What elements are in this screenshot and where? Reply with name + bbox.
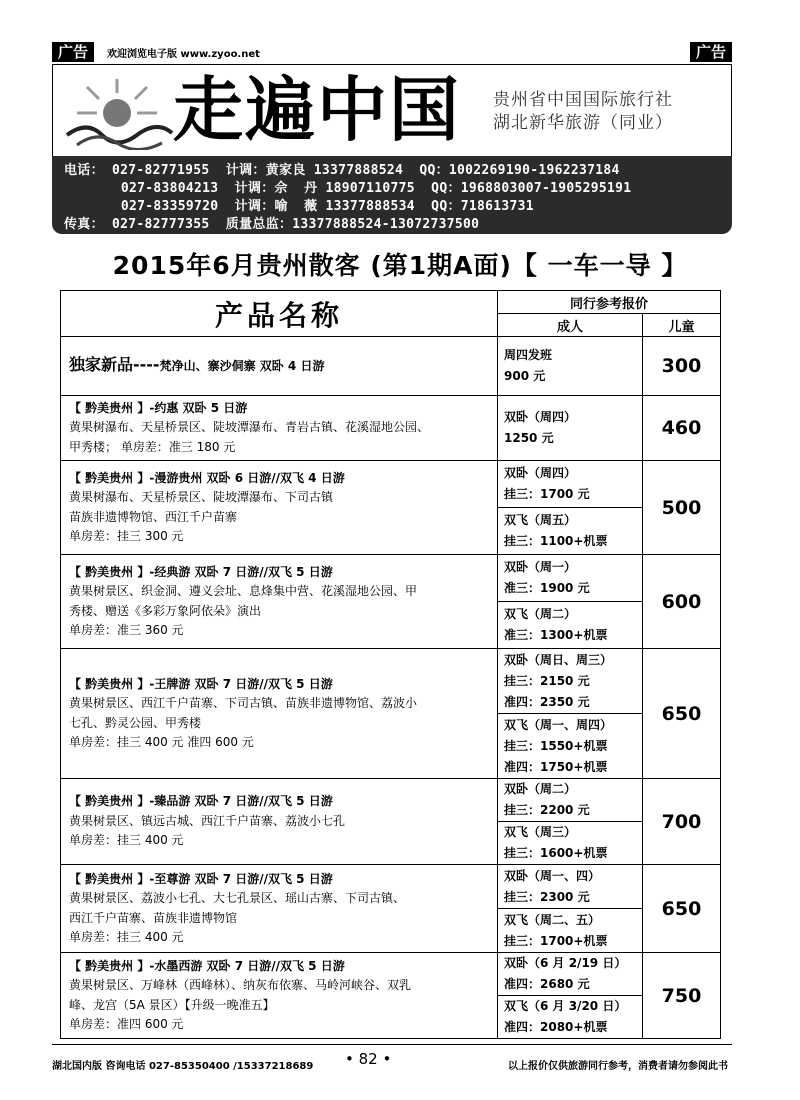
header-adult: 成人 — [498, 314, 643, 337]
child-price: 500 — [643, 461, 721, 555]
adult-price — [498, 714, 643, 779]
product-description — [61, 953, 498, 1039]
price-line: 双飞（周一、周四） — [504, 717, 613, 732]
price-line: 挂三：1700+机票 — [504, 933, 608, 948]
agency-names — [493, 89, 673, 135]
price-line: 挂三：2200 元 — [504, 803, 590, 817]
adult-price — [498, 865, 643, 909]
page-title: 2015年6月贵州散客 (第1期A面)【 一车一导 】 — [112, 251, 688, 280]
product-line: 黄果树瀑布、天星桥景区、陡坡潭瀑布、下司古镇 — [69, 490, 334, 504]
welcome-text: 欢迎浏览电子版 www.zyoo.net — [107, 49, 260, 60]
price-line: 准三：1300+机票 — [504, 628, 608, 642]
adult-price — [498, 953, 643, 996]
price-line: 准四：1750+机票 — [504, 759, 608, 774]
price-line: 双飞（周二） — [504, 607, 577, 621]
child-price: 650 — [643, 649, 721, 779]
price-line: 双卧（周一） — [504, 560, 577, 574]
product-title: 【 黔美贵州 】-漫游贵州 双卧 6 日游//双飞 4 日游 — [69, 470, 345, 485]
footer-contact: 湖北国内版 咨询电话 027-85350400 /15337218689 — [52, 1061, 314, 1072]
price-line: 双卧（周四） — [504, 466, 577, 480]
product-line: 黄果树景区、镇远古城、西江千户苗寨、荔波小七孔 — [69, 813, 346, 828]
header-child: 儿童 — [643, 314, 721, 337]
product-description — [61, 649, 498, 779]
price-line: 双飞（6 月 3/20 日） — [504, 999, 627, 1013]
product-description — [61, 555, 498, 649]
price-line: 挂三：1550+机票 — [504, 738, 608, 753]
product-title: 【 黔美贵州 】-经典游 双卧 7 日游//双飞 5 日游 — [69, 564, 333, 579]
adult-price — [498, 649, 643, 714]
table-row — [61, 396, 721, 461]
price-line: 准四：2080+机票 — [504, 1020, 608, 1034]
price-line: 挂三：1700 元 — [504, 487, 590, 501]
adult-price — [498, 909, 643, 953]
child-price: 650 — [643, 865, 721, 953]
contact-line: 传真： 027-82777355 质量总监：13377888524-13072737500 — [64, 217, 480, 232]
table-row — [61, 555, 721, 602]
table-row — [61, 337, 721, 396]
product-line: 峰、龙宫（5A 景区）【升级一晚准五】 — [69, 997, 275, 1012]
product-line: 甲秀楼； 单房差：准三 180 元 — [69, 439, 236, 454]
table-row — [61, 779, 721, 822]
price-line: 双飞（周五） — [504, 513, 577, 527]
product-line: 单房差：挂三 400 元 — [69, 930, 184, 944]
product-line: 单房差：挂三 400 元 — [69, 833, 184, 848]
child-price: 300 — [643, 337, 721, 396]
contact-line: 电话： 027-82771955 计调：黄家良 13377888524 QQ：1002269190-1962237184 — [64, 163, 620, 178]
product-line: 黄果树景区、织金洞、遵义会址、息烽集中营、花溪湿地公园、甲 — [69, 584, 418, 598]
price-line: 挂三：2300 元 — [504, 889, 590, 904]
product-description — [61, 396, 498, 461]
price-line: 1250 元 — [504, 431, 554, 445]
contact-line: 027-83359720 计调：喻 薇 13377888534 QQ：718613731 — [64, 199, 534, 214]
product-description — [61, 865, 498, 953]
product-title: 【 黔美贵州 】-至尊游 双卧 7 日游//双飞 5 日游 — [69, 871, 333, 886]
header — [52, 64, 732, 157]
product-line: 苗族非遗博物馆、西江千户苗寨 — [69, 509, 238, 524]
child-price: 700 — [643, 779, 721, 865]
child-price: 600 — [643, 555, 721, 649]
page-number: • 82 • — [345, 1050, 392, 1068]
header-product-name: 产品名称 — [61, 291, 498, 337]
footer-disclaimer: 以上报价仅供旅游同行参考，消费者请勿参阅此书 — [508, 1061, 728, 1072]
product-title — [69, 355, 489, 377]
adult-price — [498, 508, 643, 555]
table-row — [61, 865, 721, 909]
price-line: 双飞（周三） — [504, 825, 577, 839]
product-line: 单房差：挂三 400 元 准四 600 元 — [69, 735, 254, 749]
child-price: 750 — [643, 953, 721, 1039]
price-line: 准四：2350 元 — [504, 694, 590, 709]
contact-line: 027-83804213 计调：佘 丹 18907110775 QQ：1968803007-1905295191 — [64, 181, 632, 196]
price-line: 准三：1900 元 — [504, 581, 590, 595]
top-bar — [52, 42, 732, 66]
child-price: 460 — [643, 396, 721, 461]
adult-price — [498, 822, 643, 865]
price-line: 900 元 — [504, 369, 546, 383]
footer-divider — [52, 1044, 732, 1045]
product-line: 黄果树景区、荔波小七孔、大七孔景区、瑶山古寨、下司古镇、 — [69, 891, 406, 905]
product-description — [61, 461, 498, 555]
product-title-rest: 梵净山、寨沙侗寨 双卧 4 日游 — [159, 359, 325, 374]
price-line: 挂三：1100+机票 — [504, 534, 608, 548]
logo-text: 走遍中国 — [173, 68, 461, 151]
adult-price — [498, 396, 643, 461]
product-title-lead: 独家新品---- — [69, 355, 160, 375]
agency-line-2: 湖北新华旅游（同业） — [493, 113, 673, 133]
price-line: 双飞（周二、五） — [504, 912, 601, 927]
product-line: 单房差：准四 600 元 — [69, 1017, 184, 1031]
adult-price — [498, 337, 643, 396]
product-title: 【 黔美贵州 】-王牌游 双卧 7 日游//双飞 5 日游 — [69, 676, 333, 691]
product-line: 单房差：准三 360 元 — [69, 623, 184, 637]
product-title: 【 黔美贵州 】-约惠 双卧 5 日游 — [69, 400, 248, 415]
product-line: 黄果树景区、万峰林（西峰林）、纳灰布依寨、马岭河峡谷、双乳 — [69, 978, 412, 992]
price-line: 双卧（周一、四） — [504, 868, 601, 883]
adult-price — [498, 996, 643, 1039]
adult-price — [498, 461, 643, 508]
ad-tag-right: 广告 — [690, 42, 732, 62]
table-row — [61, 953, 721, 996]
price-line: 准四：2680 元 — [504, 977, 590, 991]
header-peer-price: 同行参考报价 — [498, 291, 721, 314]
agency-line-1: 贵州省中国国际旅行社 — [493, 90, 673, 110]
product-line: 西江千户苗寨、苗族非遗博物馆 — [69, 910, 238, 925]
adult-price — [498, 779, 643, 822]
table-row — [61, 461, 721, 508]
product-title: 【 黔美贵州 】-水墨西游 双卧 7 日游//双飞 5 日游 — [69, 958, 345, 973]
product-line: 七孔、黔灵公园、甲秀楼 — [69, 715, 202, 730]
product-line: 单房差：挂三 300 元 — [69, 529, 184, 543]
price-line: 周四发班 — [504, 348, 553, 362]
price-line: 双卧（周日、周三） — [504, 652, 613, 667]
product-description — [61, 337, 498, 396]
product-line: 秀楼、赠送《多彩万象阿依朵》演出 — [69, 603, 262, 618]
table-row — [61, 649, 721, 714]
product-line: 黄果树景区、西江千户苗寨、下司古镇、苗族非遗博物馆、荔波小 — [69, 696, 418, 710]
adult-price — [498, 555, 643, 602]
price-line: 挂三：2150 元 — [504, 673, 590, 688]
price-line: 双卧（周二） — [504, 782, 577, 796]
price-line: 挂三：1600+机票 — [504, 846, 608, 860]
product-table — [60, 290, 721, 1039]
adult-price — [498, 602, 643, 649]
product-description — [61, 779, 498, 865]
price-line: 双卧（6 月 2/19 日） — [504, 956, 627, 970]
sun-logo-icon — [57, 75, 177, 150]
contact-panel — [52, 156, 732, 234]
ad-tag-left: 广告 — [52, 42, 94, 62]
product-line: 黄果树瀑布、天星桥景区、陡坡潭瀑布、青岩古镇、花溪湿地公园、 — [69, 420, 430, 435]
price-line: 双卧（周四） — [504, 410, 577, 424]
product-title: 【 黔美贵州 】-臻品游 双卧 7 日游//双飞 5 日游 — [69, 794, 333, 809]
